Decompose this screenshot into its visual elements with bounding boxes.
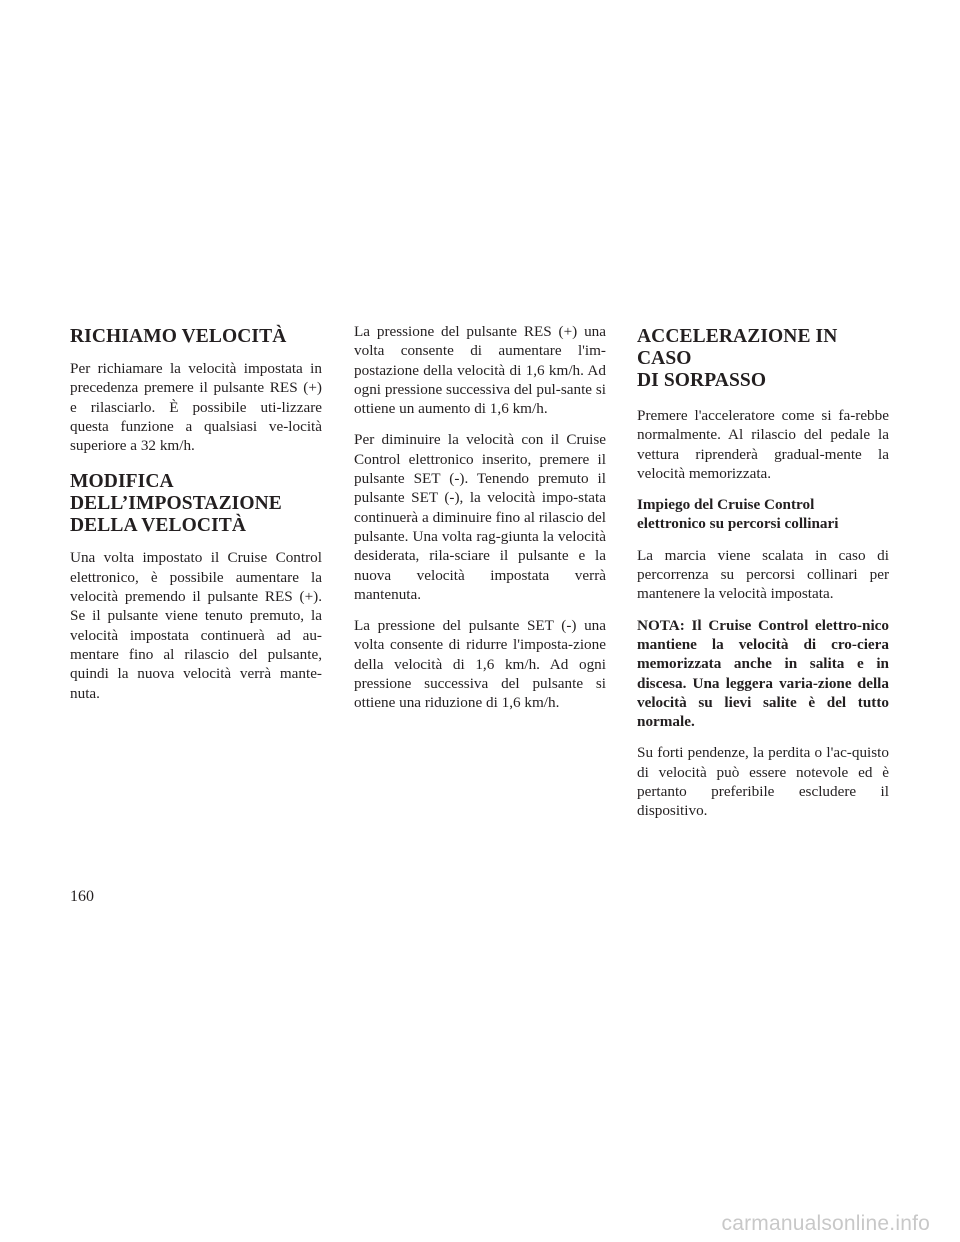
heading-line-1: ACCELERAZIONE IN CASO — [637, 326, 838, 369]
heading-line-1: MODIFICA — [70, 471, 174, 493]
paragraph-res-increment: La pressione del pulsante RES (+) una volta consente di aumentare l'im-postazione della velocità di 1,6 km/h. Ad ogni pressione successiva del pul-sante si ottiene un aumento di 1,6 km/h. — [354, 323, 606, 418]
watermark-text: carmanualsonline.info — [721, 1212, 930, 1235]
paragraph-percorsi-collinari: La marcia viene scalata in caso di percorrenza su percorsi collinari per mantenere la velocità impostata. — [637, 546, 889, 603]
paragraph-forti-pendenze: Su forti pendenze, la perdita o l'ac-quisto di velocità può essere notevole ed è pertanto preferibile escludere il dispositivo. — [637, 744, 889, 820]
note-paragraph: NOTA: Il Cruise Control elettro-nico mantiene la velocità di cro-ciera memorizzata anche in salita e in discesa. Una leggera varia-zione della velocità su lievi salite è del tutto normale. — [637, 616, 889, 731]
heading-line-2: DI SORPASSO — [637, 370, 767, 391]
heading-line-2: DELL’IMPOSTAZIONE — [70, 493, 282, 515]
paragraph-set-increment: La pressione del pulsante SET (-) una volta consente di ridurre l'imposta-zione della velocità di 1,6 km/h. Ad ogni pressione successiva del pulsante si ottiene una riduzione di 1,6 km/h. — [354, 617, 606, 712]
column-middle — [354, 322, 606, 725]
subheading-line-1: Impiego del Cruise Control — [637, 496, 815, 514]
heading-line-3: DELLA VELOCITÀ — [70, 515, 247, 537]
column-right — [637, 322, 889, 833]
paragraph-set-decrease: Per diminuire la velocità con il Cruise Control elettronico inserito, premere il pulsante SET (-). Tenendo premuto il pulsante SET (-), la velocità impo-stata continuerà a diminuire fino al rilascio del pulsante. Una volta rag-giunta la velocità desiderata, rila-sciare il pulsante e la nuova velocità impostata verrà mantenuta. — [354, 431, 606, 603]
subheading-percorsi-collinari — [637, 495, 889, 534]
page-number: 160 — [70, 888, 94, 905]
section-heading-modifica-impostazione — [70, 471, 322, 537]
paragraph-modifica-impostazione: Una volta impostato il Cruise Control elettronico, è possibile aumentare la velocità premendo il pulsante RES (+). Se il pulsante viene tenuto premuto, la velocità impostata continuerà ad au-mentare fino al rilascio del pulsante, quindi la nuova velocità verrà mante-nuta. — [70, 549, 322, 702]
paragraph-accelerazione: Premere l'acceleratore come si fa-rebbe normalmente. Al rilascio del pedale la vettura riprenderà gradual-mente la velocità memorizzata. — [637, 407, 889, 482]
column-left — [70, 322, 322, 715]
subheading-line-2: elettronico su percorsi collinari — [637, 515, 839, 533]
section-heading-accelerazione-sorpasso — [637, 326, 889, 392]
section-heading-richiamo-velocita: RICHIAMO VELOCITÀ — [70, 326, 287, 347]
paragraph-richiamo-velocita: Per richiamare la velocità impostata in precedenza premere il pulsante RES (+) e rilasciarlo. È possibile uti-lizzare questa funzione a qualsiasi ve-locità superiore a 32 km/h. — [70, 360, 322, 455]
